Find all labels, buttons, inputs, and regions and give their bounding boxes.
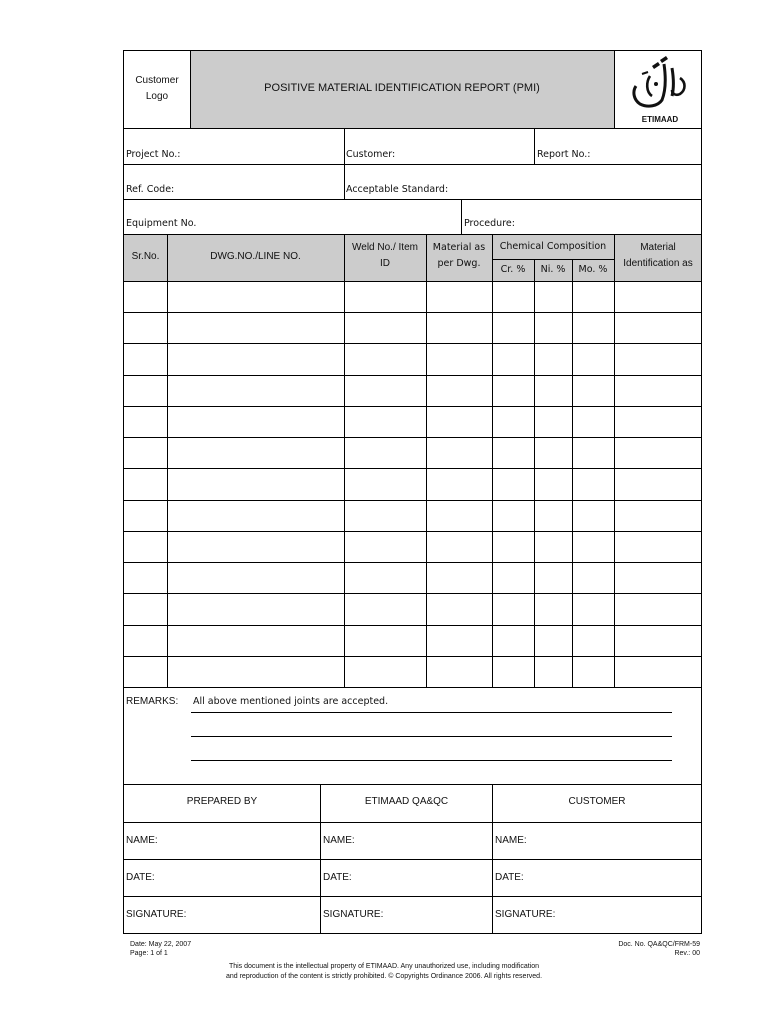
table-header-bottom-rule bbox=[123, 281, 702, 282]
table-row bbox=[123, 468, 702, 469]
acceptable-standard-label: Acceptable Standard: bbox=[346, 184, 449, 195]
prepared-name-label: NAME: bbox=[126, 835, 158, 846]
customer-signature-label: SIGNATURE: bbox=[495, 909, 556, 920]
remarks-text: All above mentioned joints are accepted. bbox=[193, 696, 389, 707]
customer-heading: CUSTOMER bbox=[568, 796, 626, 807]
customer-label: Customer: bbox=[346, 149, 396, 160]
qa-qc-heading: ETIMAAD QA&QC bbox=[364, 796, 449, 807]
etimaad-logo bbox=[622, 54, 698, 126]
header-divider-right bbox=[614, 51, 615, 128]
table-col-line-5 bbox=[534, 259, 535, 687]
col-sr-no: Sr.No. bbox=[131, 251, 160, 262]
signoff-rule-3 bbox=[123, 896, 702, 897]
col-weld-no-line2: ID bbox=[380, 258, 390, 269]
customer-logo-placeholder bbox=[124, 75, 190, 103]
col-mo: Mo. % bbox=[578, 264, 608, 275]
col-ni: Ni. % bbox=[540, 264, 566, 275]
table-row bbox=[123, 406, 702, 407]
qa-signature-label: SIGNATURE: bbox=[323, 909, 384, 920]
customer-date-label: DATE: bbox=[495, 872, 524, 883]
qa-name-label: NAME: bbox=[323, 835, 355, 846]
table-row bbox=[123, 593, 702, 594]
table-col-line-6 bbox=[572, 259, 573, 687]
col-weld-no-line1: Weld No./ Item bbox=[352, 242, 418, 253]
remarks-label: REMARKS: bbox=[126, 696, 179, 707]
info-divider-3 bbox=[461, 199, 462, 234]
col-identification-line2: Identification as bbox=[623, 258, 693, 269]
table-row bbox=[123, 656, 702, 657]
footer-notice-line1: This document is the intellectual property of ETIMAAD. Any unauthorized use, including modification bbox=[228, 963, 540, 970]
procedure-label: Procedure: bbox=[464, 218, 515, 229]
prepared-date-label: DATE: bbox=[126, 872, 155, 883]
col-weld-no bbox=[344, 242, 426, 270]
signoff-rule-1 bbox=[123, 822, 702, 823]
col-dwg-line-no: DWG.NO./LINE NO. bbox=[210, 251, 301, 262]
footer-rev: Rev.: 00 bbox=[674, 950, 700, 957]
table-row bbox=[123, 500, 702, 501]
project-no-label: Project No.: bbox=[126, 149, 181, 160]
prepared-by-heading: PREPARED BY bbox=[186, 796, 258, 807]
col-identification-line1: Material bbox=[640, 242, 676, 253]
info-rule-2 bbox=[123, 199, 702, 200]
col-material-line1: Material as bbox=[432, 242, 486, 253]
col-material-per-dwg bbox=[426, 242, 492, 270]
table-col-line-1 bbox=[167, 234, 168, 687]
chem-subheader-rule bbox=[492, 259, 614, 260]
col-cr: Cr. % bbox=[500, 264, 526, 275]
table-col-line-7 bbox=[614, 234, 615, 687]
customer-name-label: NAME: bbox=[495, 835, 527, 846]
signoff-rule-2 bbox=[123, 859, 702, 860]
qa-date-label: DATE: bbox=[323, 872, 352, 883]
col-material-line2: per Dwg. bbox=[437, 258, 481, 269]
customer-logo-line2: Logo bbox=[145, 91, 169, 102]
info-divider-1 bbox=[344, 128, 345, 199]
table-row bbox=[123, 562, 702, 563]
header-bottom-rule bbox=[123, 128, 702, 129]
table-row bbox=[123, 312, 702, 313]
report-no-label: Report No.: bbox=[537, 149, 591, 160]
footer-notice-line2: and reproduction of the content is strictly prohibited. © Copyrights Ordinance 2006. All rights reserved. bbox=[225, 973, 543, 980]
footer-doc-no: Doc. No. QA&QC/FRM-59 bbox=[618, 941, 700, 948]
table-row bbox=[123, 531, 702, 532]
equipment-no-label: Equipment No. bbox=[126, 218, 197, 229]
remarks-line-2 bbox=[191, 736, 672, 737]
footer-page: Page: 1 of 1 bbox=[130, 950, 168, 957]
info-rule-1 bbox=[123, 164, 702, 165]
signoff-top-rule bbox=[123, 784, 702, 785]
remarks-line-1 bbox=[191, 712, 672, 713]
info-rule-3 bbox=[123, 234, 702, 235]
table-col-line-4 bbox=[492, 234, 493, 687]
col-chemical-composition: Chemical Composition bbox=[499, 241, 607, 252]
customer-logo-line1: Customer bbox=[135, 75, 179, 86]
page-title: POSITIVE MATERIAL IDENTIFICATION REPORT (PMI) bbox=[264, 82, 540, 94]
footer-date: Date: May 22, 2007 bbox=[130, 941, 192, 948]
etimaad-logo-text: ETIMAAD bbox=[641, 115, 679, 124]
table-row bbox=[123, 375, 702, 376]
table-bottom-rule bbox=[123, 687, 702, 688]
table-row bbox=[123, 625, 702, 626]
table-col-line-3 bbox=[426, 234, 427, 687]
remarks-line-3 bbox=[191, 760, 672, 761]
table-col-line-2 bbox=[344, 234, 345, 687]
info-divider-2 bbox=[534, 128, 535, 164]
table-row bbox=[123, 437, 702, 438]
prepared-signature-label: SIGNATURE: bbox=[126, 909, 187, 920]
etimaad-calligraphy-icon bbox=[622, 54, 698, 112]
table-row bbox=[123, 343, 702, 344]
ref-code-label: Ref. Code: bbox=[126, 184, 175, 195]
col-material-identification bbox=[614, 242, 702, 270]
